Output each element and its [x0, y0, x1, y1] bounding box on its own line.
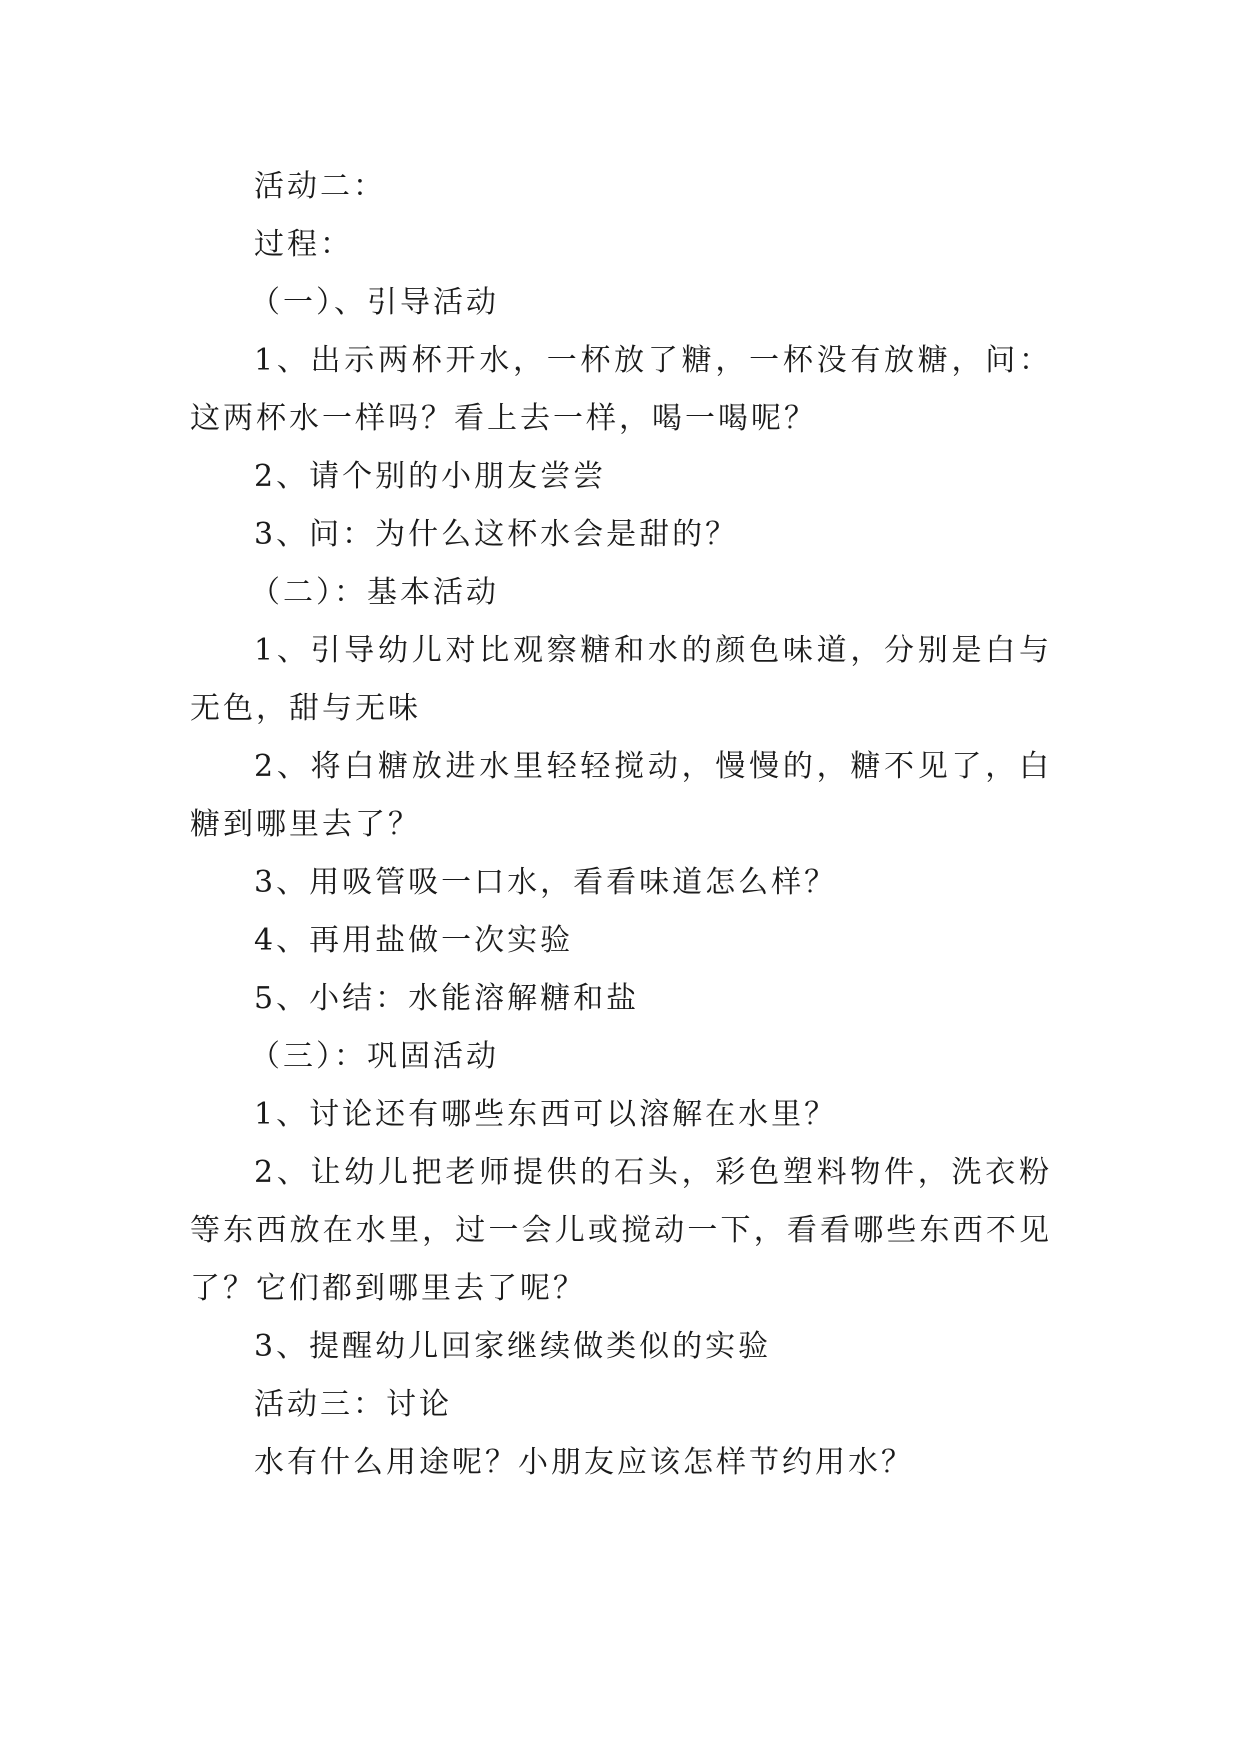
step-1-1: 1、出示两杯开水，一杯放了糖，一杯没有放糖，问：这两杯水一样吗？看上去一样，喝一喝呢？	[190, 343, 1052, 436]
step-1-2: 2、请个别的小朋友尝尝	[254, 459, 607, 494]
section-two-heading: （二）：基本活动	[250, 575, 499, 610]
step-3-1: 1、讨论还有哪些东西可以溶解在水里？	[254, 1097, 838, 1132]
step-3-3: 3、提醒幼儿回家继续做类似的实验	[254, 1329, 772, 1364]
activity-three-heading: 活动三：讨论	[254, 1387, 452, 1422]
step-2-4: 4、再用盐做一次实验	[254, 923, 574, 958]
step-2-3: 3、用吸管吸一口水，看看味道怎么样？	[254, 865, 838, 900]
section-one-heading: （一）、引导活动	[250, 285, 499, 320]
step-2-2: 2、将白糖放进水里轻轻搅动，慢慢的，糖不见了，白糖到哪里去了？	[190, 749, 1052, 842]
section-three-heading: （三）：巩固活动	[250, 1039, 499, 1074]
step-1-3: 3、问：为什么这杯水会是甜的？	[254, 517, 739, 552]
activity-two-heading: 活动二：	[254, 169, 386, 204]
step-2-5: 5、小结：水能溶解糖和盐	[254, 981, 640, 1016]
step-3-2: 2、让幼儿把老师提供的石头，彩色塑料物件，洗衣粉等东西放在水里，过一会儿或搅动一下，看看哪些东西不见了？它们都到哪里去了呢？	[190, 1155, 1052, 1306]
process-heading: 过程：	[254, 227, 353, 262]
step-2-1: 1、引导幼儿对比观察糖和水的颜色味道，分别是白与无色，甜与无味	[190, 633, 1052, 726]
document-body	[190, 158, 1052, 1492]
discussion-question: 水有什么用途呢？小朋友应该怎样节约用水？	[254, 1445, 914, 1480]
